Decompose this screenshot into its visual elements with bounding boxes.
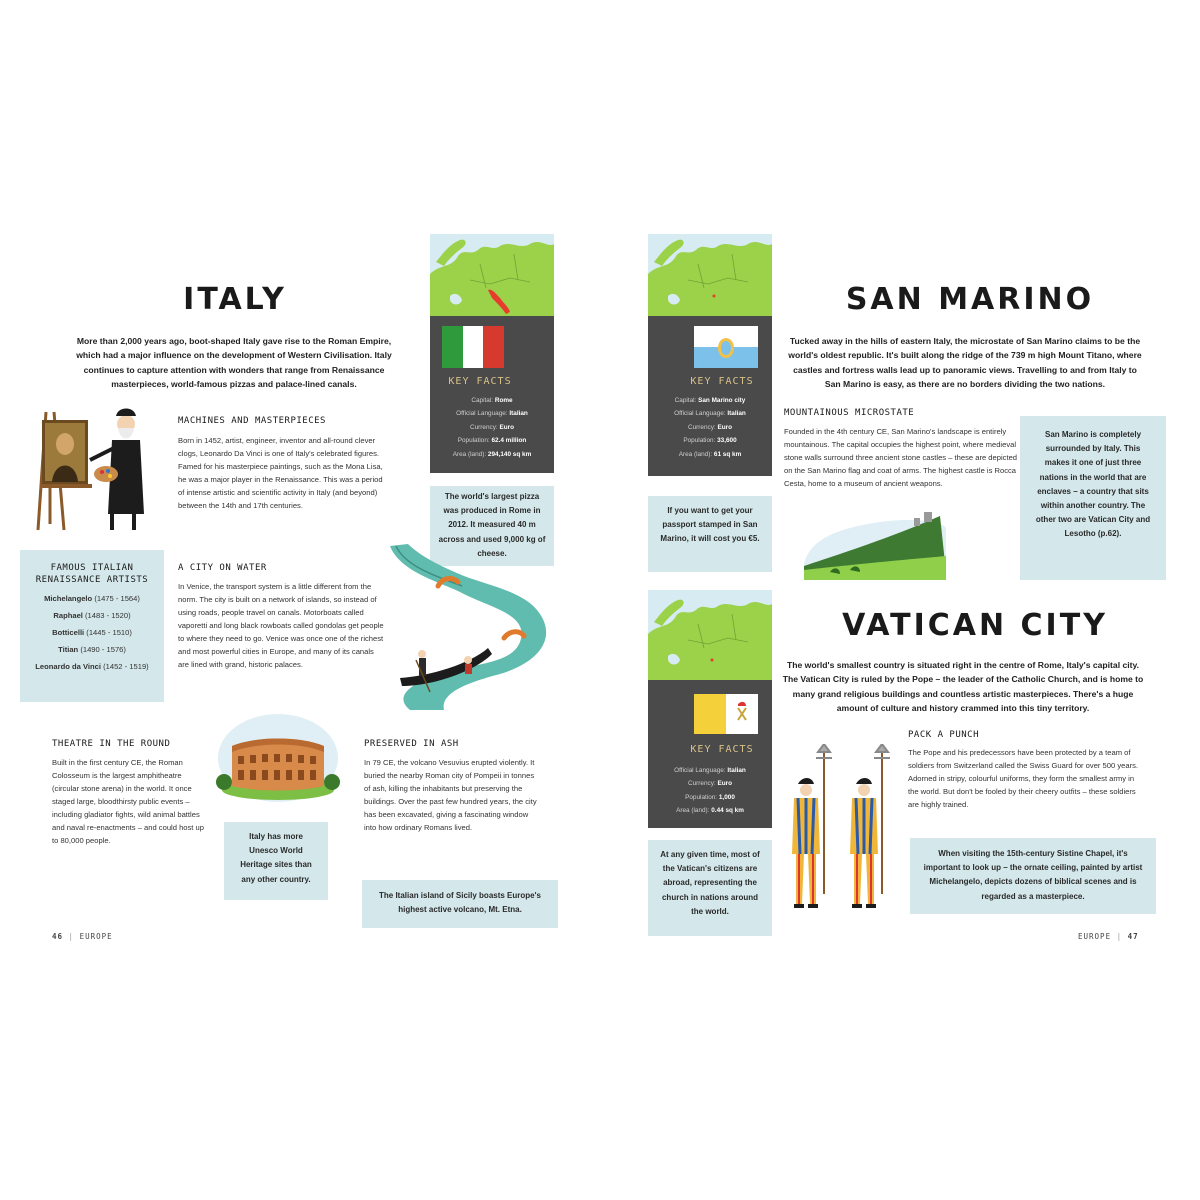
renaissance-artists-box (20, 550, 164, 702)
san-marino-key-facts (648, 316, 772, 476)
machines-text: Born in 1452, artist, engineer, inventor and all-round clever clogs, Leonardo Da Vinci is one of Italy's celebrated figures. Famed for his masterpiece paintings, such as the Mona Lisa, he was a major player in the Renaissance. This was a period of intense artistic and scientific activity in Italy (and beyond) between the 14th and 17th centuries. (178, 436, 383, 510)
list-item: Leonardo da Vinci (1452 - 1519) (35, 662, 149, 671)
fact-row: Population: 1,000 (685, 793, 735, 801)
machines-heading: MACHINES AND MASTERPIECES (178, 416, 326, 426)
micro-text: Founded in the 4th century CE, San Marino's landscape is entirely mountainous. The capital occupies the highest point, where medieval stone walls surround three ancient stone castles – these are depicted on the San Marino flag and coat of arms. The highest castle is Rocca Cesta, home to a museum of ancient weapons. (784, 427, 1018, 488)
san-marino-title: SAN MARINO (845, 282, 1095, 317)
ash-heading: PRESERVED IN ASH (364, 739, 459, 749)
unesco-fact: Italy has more Unesco World Heritage sites than any other country. (240, 832, 312, 884)
page-number: 46 (52, 932, 64, 941)
key-facts-label: KEY FACTS (448, 376, 512, 387)
fact-row: Official Language: Italian (456, 410, 528, 418)
vatican-title: VATICAN CITY (842, 608, 1108, 643)
san-marino-intro: Tucked away in the hills of eastern Italy, the microstate of San Marino claims to be the world's oldest republic. It's built along the ridge of the 739 m high Mount Titano, where castles and fortress walls lead up to panoramic views. Travelling to and from Italy to San Marino is easy, as there are no borders dividing the two nations. (788, 336, 1142, 390)
list-item: Titian (1490 - 1576) (58, 645, 126, 654)
italy-title: ITALY (183, 282, 287, 317)
fact-row: Capital: San Marino city (674, 397, 746, 404)
swiss-guard-illustration (784, 744, 900, 914)
mount-titano-illustration (800, 508, 950, 588)
italy-locator-map (430, 234, 554, 316)
list-item: Raphael (1483 - 1520) (53, 611, 131, 620)
fact-row: Population: 33,600 (683, 437, 737, 445)
passport-fact: If you want to get your passport stamped in San Marino, it will cost you €5. (660, 506, 760, 544)
passport-fact-box (648, 496, 772, 572)
fact-row: Population: 62.4 million (457, 437, 527, 445)
micro-heading: MOUNTAINOUS MICROSTATE (784, 408, 915, 418)
sicily-fact: The Italian island of Sicily boasts Europe's highest active volcano, Mt. Etna. (379, 891, 541, 915)
fact-row: Capital: Rome (471, 397, 513, 404)
san-marino-facts-list (648, 394, 772, 461)
chapel-fact-box (910, 838, 1156, 914)
water-heading: A CITY ON WATER (178, 563, 267, 573)
fact-row: Currency: Euro (687, 423, 733, 431)
fact-row: Area (land): 61 sq km (678, 450, 742, 458)
list-item: Michelangelo (1475 - 1564) (44, 594, 140, 603)
vatican-locator-map (648, 590, 772, 680)
colosseum-illustration (216, 712, 340, 804)
pack-heading: PACK A PUNCH (908, 730, 980, 740)
italy-facts-list (430, 394, 554, 461)
unesco-fact-box (224, 822, 328, 900)
right-page-footer: EUROPE | 47 (1078, 932, 1139, 941)
fact-row: Official Language: Italian (674, 410, 746, 418)
section-label: EUROPE (79, 932, 113, 941)
section-label: EUROPE (1078, 932, 1112, 941)
san-marino-flag (694, 326, 758, 368)
italy-key-facts (430, 316, 554, 473)
citizens-fact: At any given time, most of the Vatican's citizens are abroad, representing the church in nations around the world. (660, 850, 760, 916)
artists-heading: FAMOUS ITALIAN RENAISSANCE ARTISTS (35, 563, 149, 585)
artists-list (20, 590, 164, 675)
left-page-footer: 46 | EUROPE (52, 932, 113, 941)
san-marino-highlight (713, 295, 716, 298)
vatican-flag (694, 694, 758, 734)
water-text: In Venice, the transport system is a little different from the norm. The city is built on a network of islands, so instead of using roads, people travel on canals. Motorboats called vaporetti and long black rowboats called gondolas get people to where they need to go. Venice was once one of the richest and most powerful cities in Europe, and many of its canals are lined with grand, historic palaces. (178, 582, 384, 669)
key-facts-label: KEY FACTS (690, 744, 754, 755)
pizza-fact: The world's largest pizza was produced in Rome in 2012. It measured 40 m across and used 9,000 kg of cheese. (438, 492, 546, 558)
sicily-fact-box (362, 880, 558, 928)
citizens-fact-box (648, 840, 772, 936)
fact-row: Currency: Euro (687, 780, 733, 788)
pack-text: The Pope and his predecessors have been protected by a team of soldiers from Switzerland called the Swiss Guard for over 500 years. Adorned in stripy, colourful uniforms, they form the smallest army in the world. But don't be fooled by their cheery outfits – these soldiers are highly trained. (908, 748, 1139, 809)
italy-intro: More than 2,000 years ago, boot-shaped Italy gave rise to the Roman Empire, which had a major influence on the development of Western Civilisation. Italy continues to capture attention with wonders that range from Renaissance masterpieces, world-famous pizzas and palace-lined canals. (76, 336, 392, 390)
venice-canal-illustration (380, 542, 556, 712)
fact-row: Official Language: Italian (674, 767, 746, 774)
fact-row: Area (land): 0.44 sq km (676, 807, 744, 815)
vatican-intro: The world's smallest country is situated right in the centre of Rome, Italy's capital city. The Vatican City is ruled by the Pope – the leader of the Catholic Church, and is home to many grand religious buildings and countless artistic masterpieces. There's a huge amount of culture and history crammed into this tiny territory. (782, 660, 1144, 714)
theatre-heading: THEATRE IN THE ROUND (52, 739, 171, 749)
ash-text: In 79 CE, the volcano Vesuvius erupted violently. It buried the nearby Roman city of Pompeii in tonnes of ash, killing the inhabitants but preserving the buildings. Over the past few hundred years, the city has been excavated, giving a fascinating window into how ordinary Romans lived. (364, 758, 537, 832)
vatican-key-facts (648, 680, 772, 828)
enclave-fact-box (1020, 416, 1166, 580)
fact-row: Currency: Euro (469, 423, 515, 431)
chapel-fact: When visiting the 15th-century Sistine Chapel, it's important to look up – the ornate ceiling, painted by artist Michelangelo, depicts dozens of biblical scenes and is regarded as a masterpiece. (923, 849, 1143, 901)
da-vinci-illustration (34, 404, 154, 534)
theatre-text: Built in the first century CE, the Roman Colosseum is the largest amphitheatre (circular stone arena) in the world. It once staged large, bloodthirsty public events – including gladiator fights, wild animal battles and naval re-enactments – and could host up to 80,000 people. (52, 758, 204, 845)
enclave-fact: San Marino is completely surrounded by Italy. This makes it one of just three nations in the world that are enclaves – a country that sits within another country. The other two are Vatican City and Lesotho (p.62). (1035, 430, 1151, 539)
fact-row: Area (land): 294,140 sq km (452, 450, 532, 458)
vatican-facts-list (648, 764, 772, 818)
list-item: Botticelli (1445 - 1510) (52, 628, 132, 637)
page-number: 47 (1127, 932, 1139, 941)
vatican-highlight (711, 659, 714, 662)
key-facts-label: KEY FACTS (690, 376, 754, 387)
san-marino-locator-map (648, 234, 772, 316)
italy-flag (442, 326, 504, 368)
